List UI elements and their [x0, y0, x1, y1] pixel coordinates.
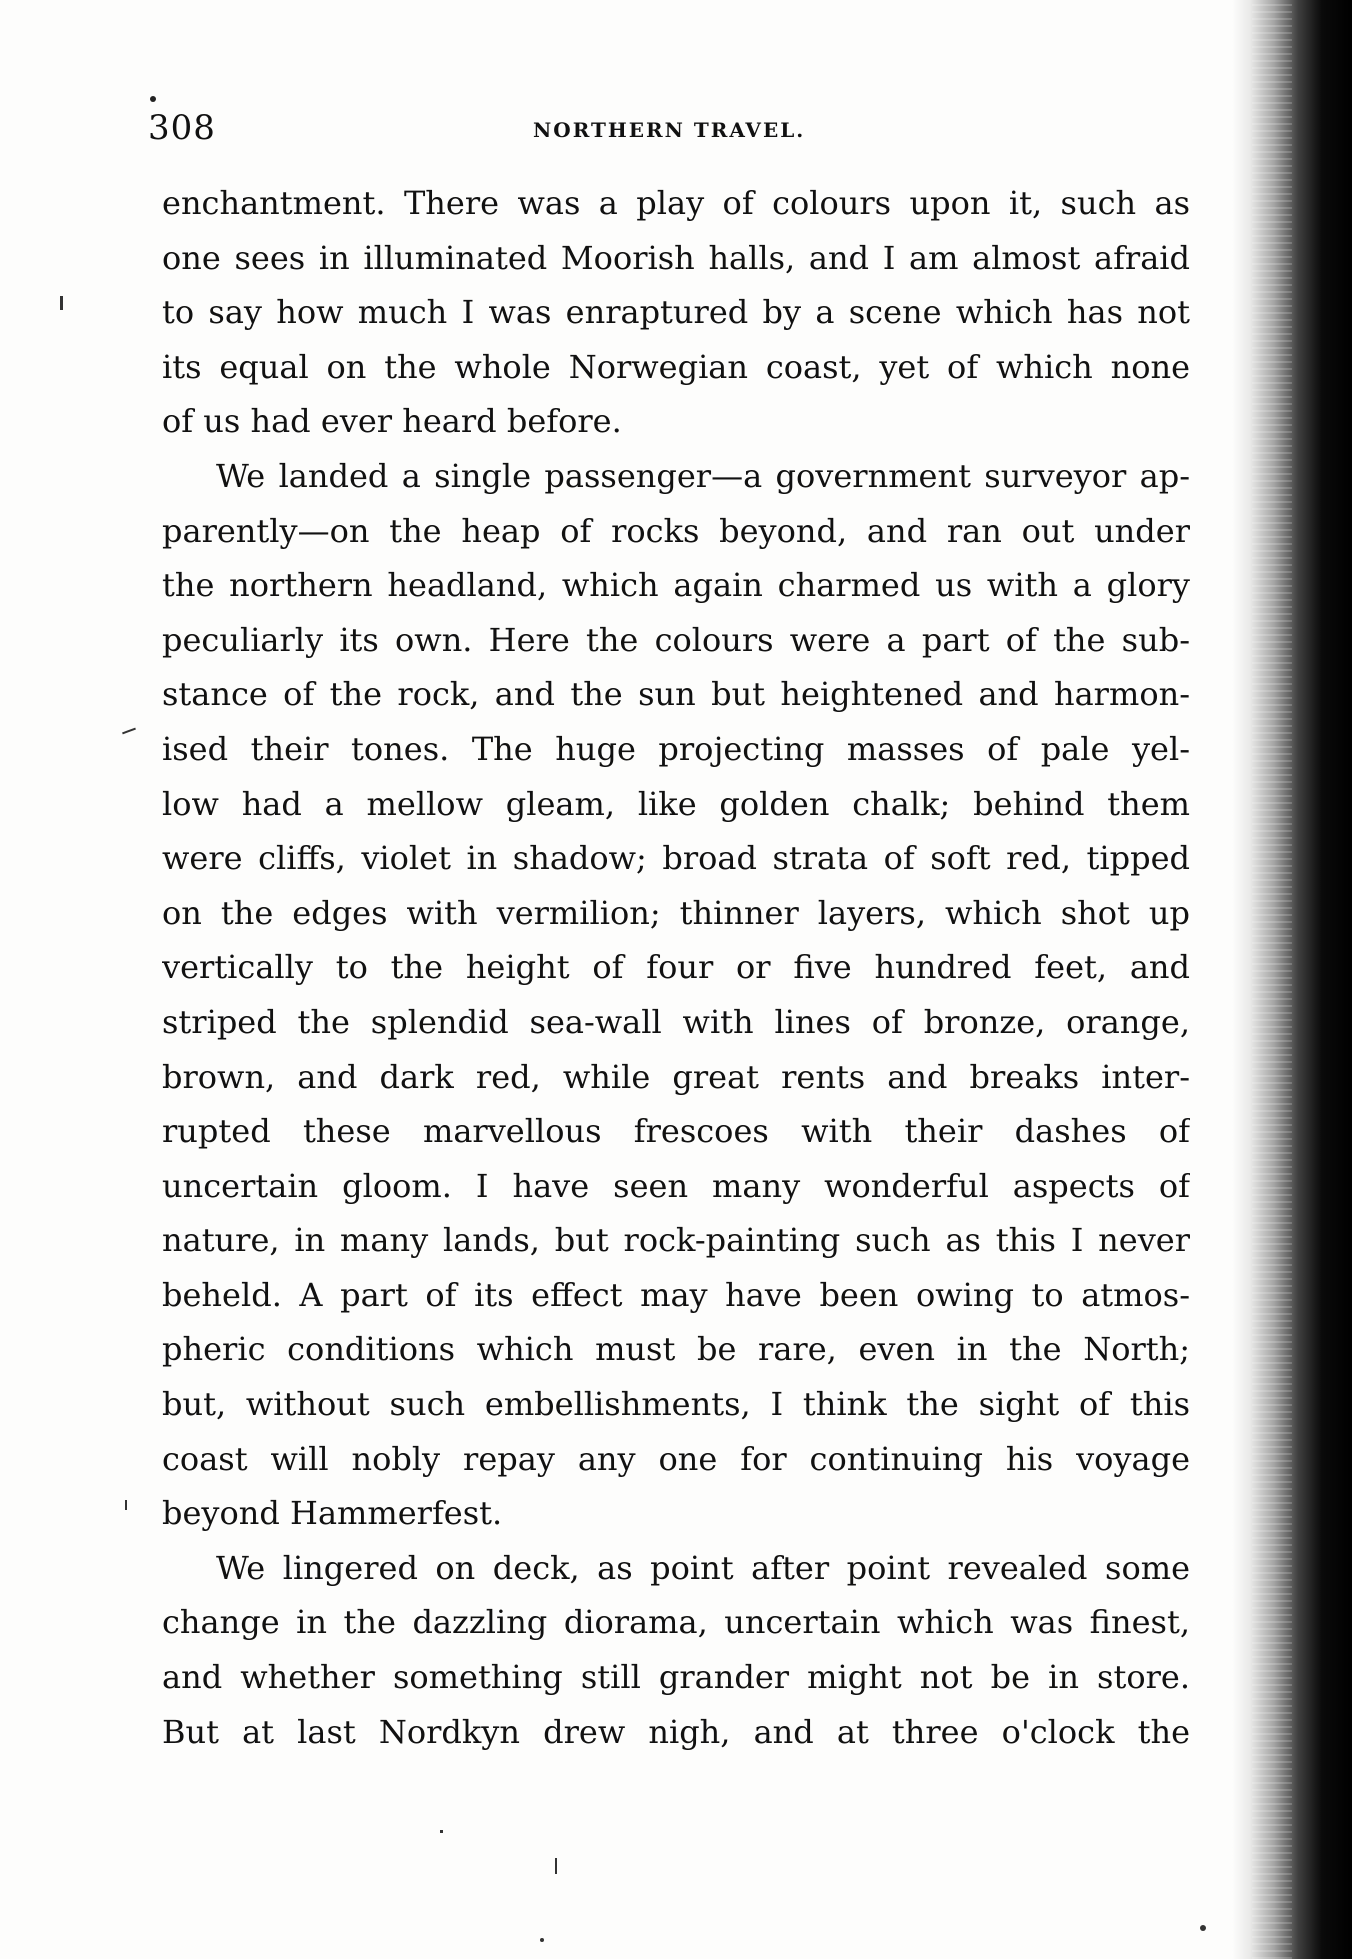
text-line: but, without such embellishments, I think the sight of this [162, 1385, 1190, 1424]
scan-artifact [540, 1938, 544, 1942]
text-line: stance of the rock, and the sun but heightened and harmon- [162, 675, 1190, 714]
text-line: parently—on the heap of rocks beyond, and ran out under [162, 511, 1190, 550]
running-title: NORTHERN TRAVEL. [533, 118, 806, 142]
text-line: and whether something still grander might not be in store. [162, 1658, 1190, 1697]
text-line: striped the splendid sea-wall with lines of bronze, orange, [162, 1002, 1190, 1041]
paragraph [162, 176, 1190, 449]
text-line: We landed a single passenger—a government surveyor ap- [216, 456, 1190, 495]
text-line: on the edges with vermilion; thinner layers, which shot up [162, 893, 1190, 932]
ink-speck [150, 96, 156, 102]
text-line: But at last Nordkyn drew nigh, and at three o'clock the [162, 1712, 1190, 1751]
running-head [148, 108, 1188, 148]
text-line: ised their tones. The huge projecting masses of pale yel- [162, 729, 1190, 768]
text-line: We lingered on deck, as point after point revealed some [216, 1548, 1190, 1587]
text-line: nature, in many lands, but rock-painting such as this I never [162, 1221, 1190, 1260]
text-line: vertically to the height of four or five hundred feet, and [162, 948, 1190, 987]
text-line: enchantment. There was a play of colours upon it, such as [162, 184, 1190, 222]
binding-shadow [1232, 0, 1352, 1959]
text-line: of us had ever heard before. [162, 402, 622, 441]
page-number: 308 [148, 108, 216, 148]
text-line: were cliffs, violet in shadow; broad strata of soft red, tipped [162, 839, 1190, 878]
text-line: pheric conditions which must be rare, even in the North; [162, 1330, 1190, 1369]
text-line: coast will nobly repay any one for continuing his voyage [162, 1439, 1190, 1478]
text-line: one sees in illuminated Moorish halls, and I am almost afraid [162, 238, 1190, 277]
binding-speckle [1252, 0, 1292, 1959]
scan-artifact [125, 1500, 127, 1510]
body-text [162, 176, 1190, 1759]
text-line: beyond Hammerfest. [162, 1494, 503, 1533]
text-line: brown, and dark red, while great rents and breaks inter- [162, 1057, 1190, 1096]
text-line: beheld. A part of its effect may have been owing to atmos- [162, 1275, 1190, 1314]
scan-artifact [122, 728, 136, 735]
scan-artifact [1200, 1925, 1206, 1931]
paragraph [162, 1541, 1190, 1759]
text-line: its equal on the whole Norwegian coast, yet of which none [162, 347, 1190, 386]
paragraph [162, 449, 1190, 1541]
scan-artifact [60, 296, 63, 310]
scan-artifact [440, 1830, 443, 1833]
text-line: low had a mellow gleam, like golden chalk; behind them [162, 784, 1190, 823]
text-line: uncertain gloom. I have seen many wonderful aspects of [162, 1166, 1190, 1205]
text-line: rupted these marvellous frescoes with their dashes of [162, 1112, 1190, 1151]
scan-artifact [555, 1858, 557, 1874]
text-line: to say how much I was enraptured by a scene which has not [162, 293, 1190, 332]
text-line: the northern headland, which again charmed us with a glory [162, 566, 1190, 605]
text-line: change in the dazzling diorama, uncertain which was finest, [162, 1603, 1190, 1642]
text-line: peculiarly its own. Here the colours were a part of the sub- [162, 620, 1190, 659]
